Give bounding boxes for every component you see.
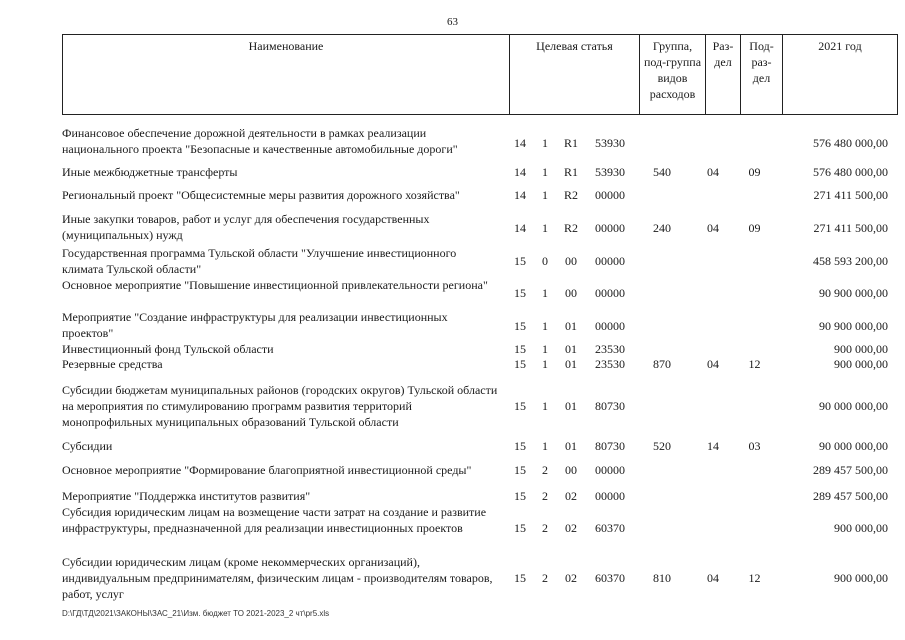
- row-name: Государственная программа Тульской области "Улучшение инвестиционного климата Тульской области": [62, 246, 457, 276]
- row-code: 00000: [595, 286, 625, 300]
- row-code: 1: [542, 319, 548, 333]
- table-row: [62, 382, 888, 430]
- row-group: 810: [653, 571, 671, 585]
- header-target: Целевая статья: [510, 35, 640, 115]
- row-amount: 900 000,00: [834, 342, 888, 356]
- row-code: 2: [542, 571, 548, 585]
- table-row: [62, 438, 888, 454]
- row-amount: 900 000,00: [834, 357, 888, 371]
- row-name: Иные межбюджетные трансферты: [62, 165, 238, 179]
- row-code: 1: [542, 188, 548, 202]
- row-code: 01: [565, 357, 577, 371]
- row-code: 00000: [595, 319, 625, 333]
- row-code: 60370: [595, 571, 625, 585]
- row-code: 02: [565, 571, 577, 585]
- row-podrazdel: 09: [748, 165, 761, 179]
- row-razdel: 04: [707, 571, 719, 585]
- row-code: 14: [514, 221, 526, 235]
- row-code: 01: [565, 439, 577, 453]
- row-code: 1: [542, 165, 548, 179]
- table-row: [62, 488, 888, 504]
- row-code: 1: [542, 399, 548, 413]
- row-amount: 458 593 200,00: [813, 254, 888, 268]
- row-name: Основное мероприятие "Формирование благоприятной инвестиционной среды": [62, 463, 472, 477]
- row-amount: 271 411 500,00: [813, 221, 888, 235]
- row-code: 1: [542, 136, 548, 150]
- row-code: 15: [514, 286, 526, 300]
- row-code: 0: [542, 254, 548, 268]
- row-name: Иные закупки товаров, работ и услуг для обеспечения государственных (муниципальных) нужд: [62, 212, 430, 242]
- row-podrazdel: 03: [748, 439, 761, 453]
- row-code: 1: [542, 286, 548, 300]
- row-razdel: 04: [707, 165, 719, 179]
- row-amount: 900 000,00: [834, 521, 888, 535]
- header-name: Наименование: [63, 35, 510, 115]
- row-code: 15: [514, 357, 526, 371]
- row-code: 00: [565, 286, 577, 300]
- row-code: 80730: [595, 439, 625, 453]
- row-code: 00000: [595, 254, 625, 268]
- row-group: 870: [653, 357, 671, 371]
- row-code: 14: [514, 188, 526, 202]
- table-row: [62, 164, 888, 180]
- row-code: 15: [514, 254, 526, 268]
- row-code: R1: [563, 165, 578, 179]
- row-code: 1: [542, 357, 548, 371]
- row-name: Мероприятие "Создание инфраструктуры для реализации инвестиционных проектов": [62, 310, 448, 340]
- row-group: 540: [653, 165, 671, 179]
- row-code: 2: [542, 521, 548, 535]
- row-code: 00000: [595, 463, 625, 477]
- table-header: [62, 34, 898, 115]
- row-amount: 289 457 500,00: [813, 489, 888, 503]
- row-code: 14: [514, 136, 526, 150]
- row-code: 15: [514, 463, 526, 477]
- row-name: Региональный проект "Общесистемные меры развития дорожного хозяйства": [62, 188, 460, 202]
- row-code: 02: [565, 521, 577, 535]
- row-name: Субсидия юридическим лицам на возмещение части затрат на создание и развитие инфраструктуры, предназначенной для реализации инвестиционных проектов: [62, 505, 487, 535]
- row-razdel: 14: [707, 439, 719, 453]
- header-podrazdel: Под-раз-дел: [741, 35, 783, 115]
- row-code: 80730: [595, 399, 625, 413]
- header-razdel: Раз-дел: [706, 35, 741, 115]
- row-code: 15: [514, 521, 526, 535]
- row-amount: 90 900 000,00: [819, 286, 888, 300]
- header-year: 2021 год: [783, 35, 898, 115]
- table-row: [62, 356, 888, 372]
- row-code: 01: [565, 399, 577, 413]
- table-row: [62, 504, 888, 552]
- row-code: 1: [542, 342, 548, 356]
- row-code: 00000: [595, 221, 625, 235]
- row-code: R2: [563, 188, 578, 202]
- row-name: Субсидии: [62, 439, 113, 453]
- row-code: 00000: [595, 489, 625, 503]
- row-name: Субсидии бюджетам муниципальных районов (городских округов) Тульской области на мероприятия по стимулированию программ развития территорий монопрофильных муниципальных образований Тульской области: [62, 383, 498, 429]
- header-group: Группа, под-группа видов расходов: [640, 35, 706, 115]
- row-code: 23530: [595, 357, 625, 371]
- row-razdel: 04: [707, 221, 719, 235]
- row-code: 15: [514, 489, 526, 503]
- row-code: 15: [514, 439, 526, 453]
- row-code: 53930: [595, 136, 625, 150]
- row-code: 15: [514, 399, 526, 413]
- row-podrazdel: 12: [748, 357, 761, 371]
- row-amount: 900 000,00: [834, 571, 888, 585]
- row-code: 15: [514, 571, 526, 585]
- row-amount: 90 900 000,00: [819, 319, 888, 333]
- row-code: R1: [563, 136, 578, 150]
- page-number: 63: [447, 16, 458, 28]
- row-code: 23530: [595, 342, 625, 356]
- row-podrazdel: 09: [748, 221, 761, 235]
- row-amount: 289 457 500,00: [813, 463, 888, 477]
- row-group: 240: [653, 221, 671, 235]
- row-code: 2: [542, 463, 548, 477]
- row-code: 15: [514, 319, 526, 333]
- table-row: [62, 277, 888, 309]
- row-code: 60370: [595, 521, 625, 535]
- row-code: 1: [542, 439, 548, 453]
- row-razdel: 04: [707, 357, 719, 371]
- row-name: Мероприятие "Поддержка институтов развития": [62, 489, 311, 503]
- row-code: 14: [514, 165, 526, 179]
- row-name: Инвестиционный фонд Тульской области: [62, 342, 274, 356]
- row-podrazdel: 12: [748, 571, 761, 585]
- row-code: 2: [542, 489, 548, 503]
- row-amount: 90 000 000,00: [819, 439, 888, 453]
- file-path-footer: D:\ГД\ТД\2021\ЗАКОНЫ\ЗАС_21\Изм. бюджет ТО 2021-2023_2 чт\pr5.xls: [62, 609, 330, 618]
- table-row: [62, 462, 888, 478]
- row-name: Финансовое обеспечение дорожной деятельности в рамках реализации национального проекта "Безопасные и качественные автомобильные дороги": [62, 126, 458, 156]
- row-code: 01: [565, 342, 577, 356]
- row-code: R2: [563, 221, 578, 235]
- row-code: 15: [514, 342, 526, 356]
- row-code: 00: [565, 254, 577, 268]
- row-code: 01: [565, 319, 577, 333]
- table-row: [62, 341, 888, 357]
- table-row: [62, 245, 888, 277]
- table-row: [62, 211, 888, 243]
- table-row: [62, 554, 888, 602]
- row-amount: 576 480 000,00: [813, 136, 888, 150]
- row-code: 00000: [595, 188, 625, 202]
- row-amount: 576 480 000,00: [813, 165, 888, 179]
- row-code: 1: [542, 221, 548, 235]
- table-row: [62, 187, 888, 203]
- row-name: Резервные средства: [62, 357, 163, 371]
- table-row: [62, 125, 888, 157]
- row-group: 520: [653, 439, 671, 453]
- table-row: [62, 309, 888, 341]
- row-code: 00: [565, 463, 577, 477]
- row-name: Основное мероприятие "Повышение инвестиционной привлекательности региона": [62, 278, 488, 292]
- row-amount: 271 411 500,00: [813, 188, 888, 202]
- row-amount: 90 000 000,00: [819, 399, 888, 413]
- row-name: Субсидии юридическим лицам (кроме некоммерческих организаций), индивидуальным предпринимателям, физическим лицам - производителям товаров, работ, услуг: [62, 555, 493, 601]
- row-code: 53930: [595, 165, 625, 179]
- row-code: 02: [565, 489, 577, 503]
